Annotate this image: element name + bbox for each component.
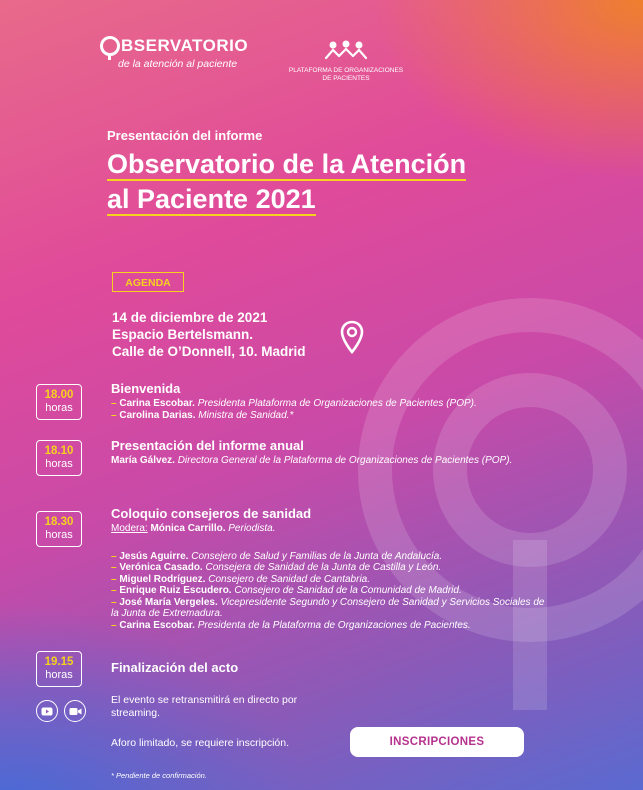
session-title: Coloquio consejeros de sanidad bbox=[111, 506, 312, 521]
people-icon bbox=[323, 40, 369, 60]
event-venue: Espacio Bertelsmann. bbox=[112, 327, 254, 342]
session-coloquio bbox=[111, 506, 581, 631]
list-item: – Jesús Aguirre. Consejero de Salud y Familias de la Junta de Andalucía. bbox=[111, 550, 443, 562]
list-item: – Enrique Ruiz Escudero. Consejero de Sanidad de la Comunidad de Madrid. bbox=[111, 585, 462, 596]
magnifier-watermark-icon bbox=[350, 290, 643, 710]
location-pin-icon bbox=[340, 320, 364, 354]
time-hour: 19.15 bbox=[44, 656, 74, 668]
youtube-icon[interactable] bbox=[36, 700, 58, 722]
title-line-2: al Paciente 2021 bbox=[107, 184, 316, 214]
moderator: Modera: Mónica Carrillo. Periodista. bbox=[111, 523, 276, 534]
time-hour: 18.10 bbox=[44, 445, 74, 457]
time-unit: horas bbox=[45, 669, 73, 681]
list-item: – Verónica Casado. Consejera de Sanidad de la Junta de Castilla y León. bbox=[111, 562, 442, 573]
list-item: – Carina Escobar. Presidenta Plataforma de Organizaciones de Pacientes (POP). bbox=[111, 398, 477, 409]
session-title: Finalización del acto bbox=[111, 660, 239, 675]
observatorio-o-icon bbox=[100, 36, 120, 56]
time-badge-1915 bbox=[36, 651, 82, 687]
register-button[interactable]: INSCRIPCIONES bbox=[350, 727, 524, 757]
time-unit: horas bbox=[45, 402, 73, 414]
speaker: María Gálvez. Directora General de la Plataforma de Organizaciones de Pacientes (POP). bbox=[111, 455, 513, 466]
time-hour: 18.00 bbox=[44, 389, 74, 401]
time-unit: horas bbox=[45, 529, 73, 541]
session-title: Bienvenida bbox=[111, 381, 181, 396]
session-bienvenida bbox=[111, 381, 581, 421]
time-badge-1800 bbox=[36, 384, 82, 420]
footnote: * Pendiente de confirmación. bbox=[111, 771, 207, 780]
pop-logo bbox=[286, 40, 406, 83]
streaming-text: El evento se retransmitirá en directo por streaming. bbox=[111, 694, 298, 719]
agenda-badge: AGENDA bbox=[112, 272, 184, 292]
video-camera-icon[interactable] bbox=[64, 700, 86, 722]
event-address: Calle de O’Donnell, 10. Madrid bbox=[112, 344, 306, 359]
aforo-text: Aforo limitado, se requiere inscripción. bbox=[111, 737, 289, 749]
observatorio-logo-name: BSERVATORIO bbox=[121, 36, 249, 55]
pop-logo-line1: PLATAFORMA DE ORGANIZACIONES bbox=[288, 67, 404, 74]
title-line-1: Observatorio de la Atención bbox=[107, 149, 467, 179]
session-title: Presentación del informe anual bbox=[111, 438, 304, 453]
time-hour: 18.30 bbox=[44, 516, 74, 528]
list-item: – José María Vergeles. Vicepresidente Segundo y Consejero de Sanidad y Servicios Sociales de la Junta de Extremadura. bbox=[111, 596, 545, 619]
list-item: – Carolina Darias. Ministra de Sanidad.* bbox=[111, 409, 294, 421]
observatorio-logo bbox=[100, 36, 248, 70]
page-title bbox=[107, 147, 466, 217]
media-icons bbox=[36, 700, 86, 722]
pop-logo-line2: DE PACIENTES bbox=[322, 75, 370, 82]
time-badge-1830 bbox=[36, 511, 82, 547]
observatorio-logo-tagline: de la atención al paciente bbox=[118, 58, 238, 70]
session-presentacion bbox=[111, 438, 531, 467]
list-item: – Carina Escobar. Presidenta de la Plataforma de Organizaciones de Pacientes. bbox=[111, 619, 471, 631]
subtitle: Presentación del informe bbox=[107, 128, 263, 143]
event-info bbox=[112, 309, 306, 360]
list-item: – Miguel Rodríguez. Consejero de Sanidad de Cantabria. bbox=[111, 573, 371, 585]
event-date: 14 de diciembre de 2021 bbox=[112, 310, 268, 325]
time-badge-1810 bbox=[36, 440, 82, 476]
time-unit: horas bbox=[45, 458, 73, 470]
session-finalizacion bbox=[111, 660, 581, 677]
